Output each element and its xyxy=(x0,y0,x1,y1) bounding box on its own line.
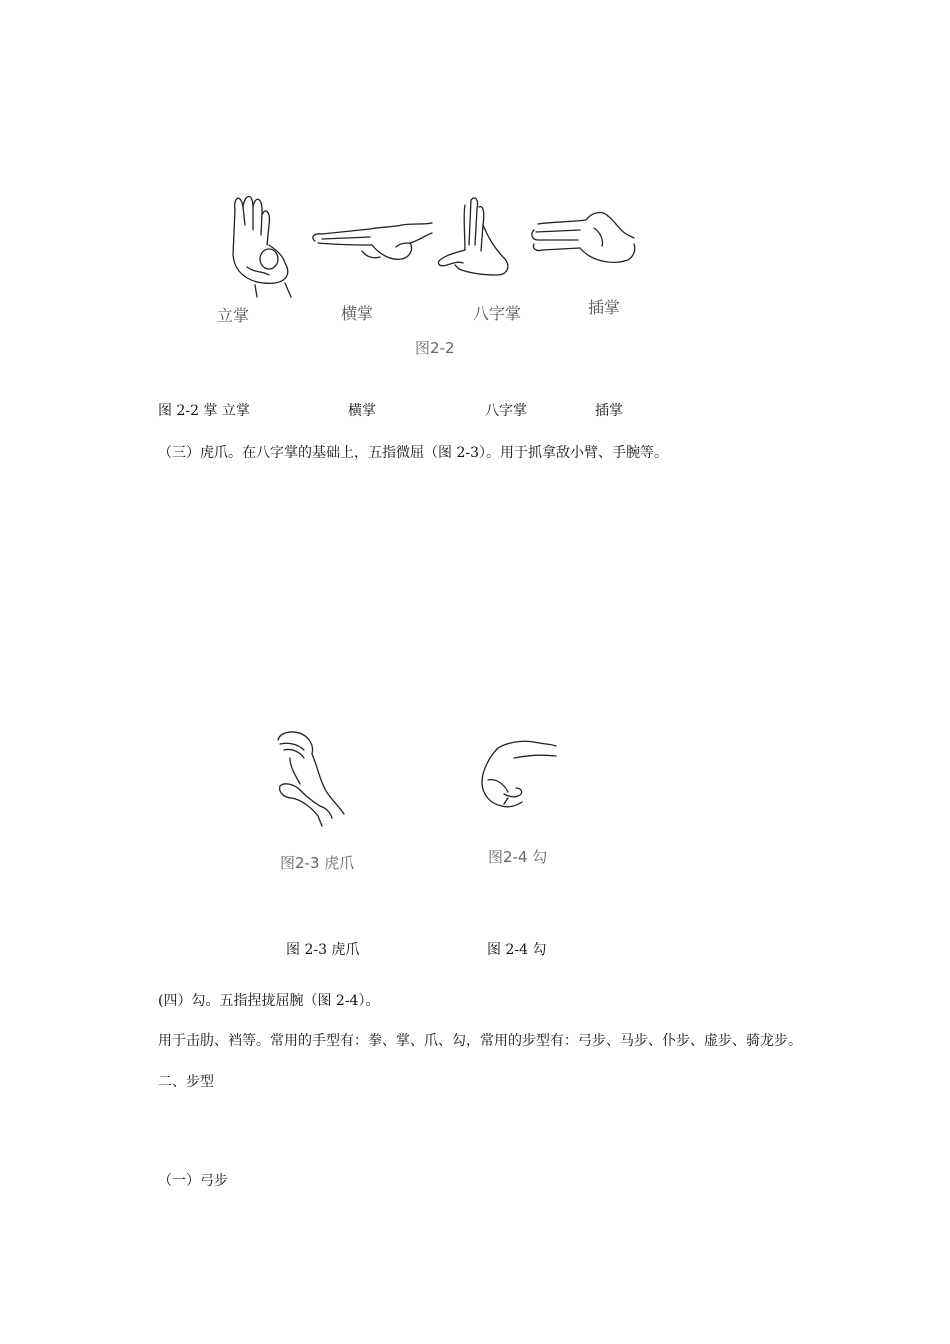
paragraph-hook: (四）勾。五指捏拢屈腕（图 2-4）。 xyxy=(158,993,380,1009)
figure-label-upright-palm: 立掌 xyxy=(217,306,250,325)
figure-2-2 xyxy=(205,185,645,365)
upright-palm-drawing xyxy=(233,197,291,298)
eight-character-palm-drawing xyxy=(438,198,507,275)
figure-2-2-caption: 图2-2 xyxy=(415,339,455,357)
heading-stances: 二、步型 xyxy=(158,1074,214,1090)
figure-2-4 xyxy=(478,738,598,878)
caption-eight-character-palm: 八字掌 xyxy=(485,403,527,419)
figure-2-4-caption: 图2-4 勾 xyxy=(488,848,548,866)
inserting-palm-drawing xyxy=(532,213,635,263)
figure-2-3 xyxy=(270,728,390,878)
figure-label-inserting-palm: 插掌 xyxy=(588,298,621,317)
figure-2-3-caption: 图2-3 虎爪 xyxy=(280,854,355,872)
figure-2-2-caption-text: 图 2-2 掌 立掌 xyxy=(158,403,250,419)
paragraph-usage: 用于击肋、裆等。常用的手型有：拳、掌、爪、勾，常用的步型有：弓步、马步、仆步、虚步、骑龙步。 xyxy=(158,1033,802,1049)
horizontal-palm-drawing xyxy=(313,223,432,259)
figure-label-eight-character-palm: 八字掌 xyxy=(473,304,522,323)
caption-inserting-palm: 插掌 xyxy=(595,403,623,419)
caption-horizontal-palm: 横掌 xyxy=(348,403,376,419)
figure-2-4-caption-text: 图 2-4 勾 xyxy=(487,942,547,958)
heading-bow-stance: （一）弓步 xyxy=(158,1173,228,1189)
figure-label-horizontal-palm: 横掌 xyxy=(341,304,374,323)
figure-2-3-caption-text: 图 2-3 虎爪 xyxy=(286,942,360,958)
paragraph-tiger-claw: （三）虎爪。在八字掌的基础上，五指微屈（图 2-3）。用于抓拿敌小臂、手腕等。 xyxy=(158,445,668,461)
